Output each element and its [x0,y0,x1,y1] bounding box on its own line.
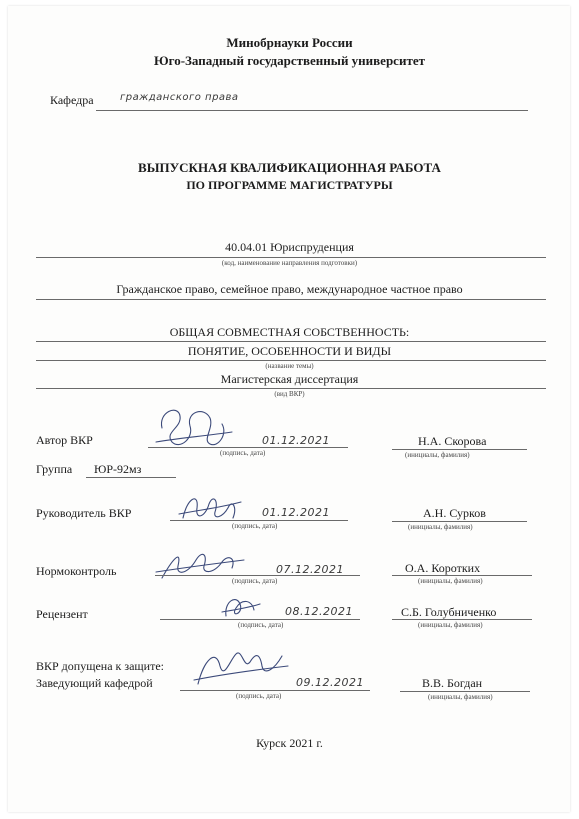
department-label: Кафедра [50,93,94,107]
normcontrol-name-caption: (инициалы, фамилия) [418,577,483,585]
place-year: Курск 2021 г. [256,736,323,750]
author-date: 01.12.2021 [262,434,330,447]
head-sign-underline [180,690,370,691]
program-profile: Гражданское право, семейное право, международное частное право [116,282,463,296]
author-label: Автор ВКР [36,433,93,447]
supervisor-sign-underline [170,520,348,521]
supervisor-name-underline [392,521,527,522]
thesis-kind: Магистерская диссертация [220,372,359,386]
normcontrol-sign-caption: (подпись, дата) [232,577,278,585]
thesis-kind-underline [36,388,546,389]
reviewer-sign-caption: (подпись, дата) [238,621,284,629]
program-code-underline [36,257,546,258]
ministry-name: Минобрнауки России [226,35,353,50]
reviewer-label: Рецензент [36,607,88,621]
author-name-underline [392,449,527,450]
head-sign-caption: (подпись, дата) [236,692,282,700]
topic-line2: ПОНЯТИЕ, ОСОБЕННОСТИ И ВИДЫ [187,344,392,358]
head-signature [190,640,290,695]
work-title-line2: ПО ПРОГРАММЕ МАГИСТРАТУРЫ [186,178,393,192]
reviewer-name-caption: (инициалы, фамилия) [418,621,483,629]
head-name-caption: (инициалы, фамилия) [428,693,493,701]
department-underline [96,110,528,111]
topic-caption: (название темы) [265,362,314,370]
head-date: 09.12.2021 [296,676,364,689]
reviewer-name-underline [392,619,532,620]
group-underline [86,477,176,478]
supervisor-date: 01.12.2021 [262,506,330,519]
thesis-kind-caption: (вид ВКР) [274,390,305,398]
author-sign-caption: (подпись, дата) [220,449,266,457]
program-code: 40.04.01 Юриспруденция [225,240,354,254]
reviewer-name: С.Б. Голубниченко [401,605,497,619]
group-label: Группа [36,462,73,476]
normcontrol-label: Нормоконтроль [36,564,117,578]
author-name-caption: (инициалы, фамилия) [405,451,470,459]
author-sign-underline [148,447,348,448]
topic-line1: ОБЩАЯ СОВМЕСТНАЯ СОБСТВЕННОСТЬ: [169,325,410,339]
department-value: гражданского права [120,92,239,103]
supervisor-name: А.Н. Сурков [423,506,486,520]
supervisor-label: Руководитель ВКР [36,506,132,520]
program-code-caption: (код, наименование направления подготовки) [221,259,358,267]
head-name-underline [400,691,530,692]
work-title-line1: ВЫПУСКНАЯ КВАЛИФИКАЦИОННАЯ РАБОТА [138,160,441,175]
university-name: Юго-Западный государственный университет [154,53,425,68]
group-value: ЮР-92мз [94,462,142,476]
supervisor-name-caption: (инициалы, фамилия) [408,523,473,531]
head-name: В.В. Богдан [422,676,483,690]
head-of-department-label: Заведующий кафедрой [36,676,153,690]
supervisor-sign-caption: (подпись, дата) [232,522,278,530]
normcontrol-date: 07.12.2021 [276,563,344,576]
admission-label: ВКР допущена к защите: [36,659,164,673]
reviewer-date: 08.12.2021 [285,605,353,618]
author-signature [150,398,235,453]
topic-line1-underline [36,341,546,342]
author-name: Н.А. Скорова [418,434,487,448]
program-profile-underline [36,299,546,300]
normcontrol-name-underline [392,575,532,576]
topic-line2-underline [36,360,546,361]
normcontrol-name: О.А. Коротких [405,561,481,575]
reviewer-sign-underline [160,619,360,620]
